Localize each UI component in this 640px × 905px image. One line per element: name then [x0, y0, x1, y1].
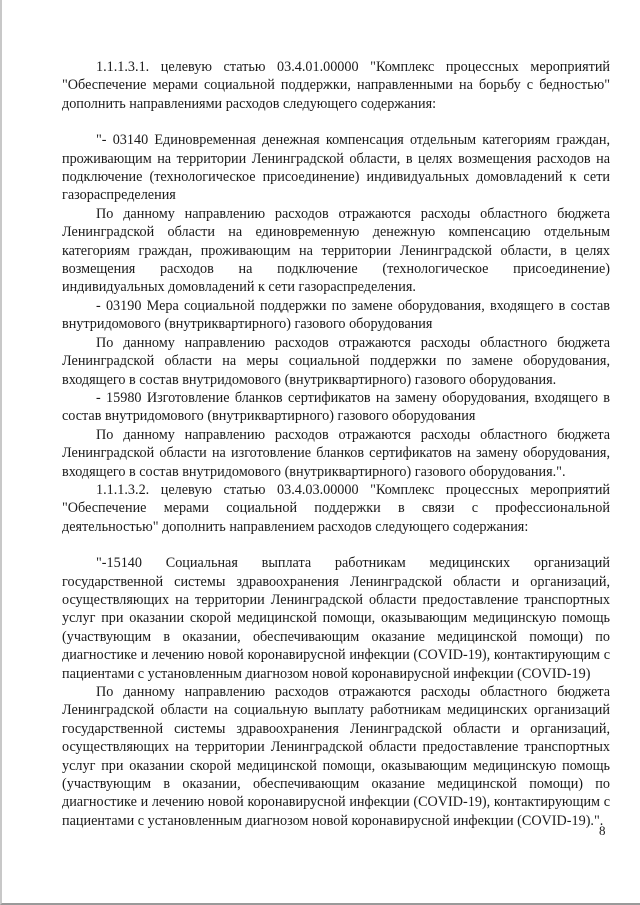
section-paragraph-1-1-1-3-2: 1.1.1.3.2. целевую статью 03.4.03.00000 "Комплекс процессных мероприятий "Обеспечение мерами социальной поддержки в связи с профессиональной деятельностью" дополнить направлением расходов следующего содержания: [62, 481, 610, 535]
section-paragraph-1-1-1-3-1: 1.1.1.3.1. целевую статью 03.4.01.00000 "Комплекс процессных мероприятий "Обеспечение мерами социальной поддержки, направленными на борьбу с бедностью" дополнить направлениями расходов следующего содержания: [62, 59, 610, 112]
paragraph-03140-title: "- 03140 Единовременная денежная компенсация отдельным категориям граждан, проживающим на территории Ленинградской области, в целях возмещения расходов на подключение (технологическое присоединение) индивидуальных домовладений к сети газораспределения [62, 132, 610, 204]
document-body [62, 58, 610, 830]
page-number: 8 [599, 823, 606, 838]
paragraph-15140-description: По данному направлению расходов отражаются расходы областного бюджета Ленинградской области на социальную выплату работникам медицинских организаций государственной системы здравоохранения Ленинградской области и организаций, осуществляющих на территории Ленинградской области предоставление транспортных услуг при оказании скорой медицинской помощи, оказывающим медицинскую помощь (участвующим в оказании, обеспечивающим оказание медицинской помощи) по диагностике и лечению новой коронавирусной инфекции (COVID-19), контактирующим с пациентами с установленным диагнозом новой коронавирусной инфекции (COVID-19).". [62, 684, 610, 829]
paragraph-15980-title: - 15980 Изготовление бланков сертификатов на замену оборудования, входящего в состав внутридомового (внутриквартирного) газового оборудования [62, 389, 610, 425]
paragraph-03140-description: По данному направлению расходов отражаются расходы областного бюджета Ленинградской области на единовременную денежную компенсацию отдельным категориям граждан, проживающим на территории Ленинградской области, в целях возмещения расходов на подключение (технологическое присоединение) индивидуальных домовладений к сети газораспределения. [62, 205, 610, 296]
paragraph-03190-title: - 03190 Мера социальной поддержки по замене оборудования, входящего в состав внутридомового (внутриквартирного) газового оборудования [62, 297, 610, 333]
paragraph-15980-description: По данному направлению расходов отражаются расходы областного бюджета Ленинградской области на изготовление бланков сертификатов на замену оборудования, входящего в состав внутридомового (внутриквартирного) газового оборудования.". [62, 426, 610, 480]
paragraph-03190-description: По данному направлению расходов отражаются расходы областного бюджета Ленинградской области на меры социальной поддержки по замене оборудования, входящего в состав внутридомового (внутриквартирного) газового оборудования. [62, 334, 610, 388]
paragraph-15140-title: "-15140 Социальная выплата работникам медицинских организаций государственной системы здравоохранения Ленинградской области и организаций, осуществляющих на территории Ленинградской области предоставление транспортных услуг при оказании скорой медицинской помощи, оказывающим медицинскую помощь (участвующим в оказании, обеспечивающим оказание медицинской помощи) по диагностике и лечению новой коронавирусной инфекции (COVID-19), контактирующим с пациентами с установленным диагнозом новой коронавирусной инфекции (COVID-19) [62, 555, 610, 682]
